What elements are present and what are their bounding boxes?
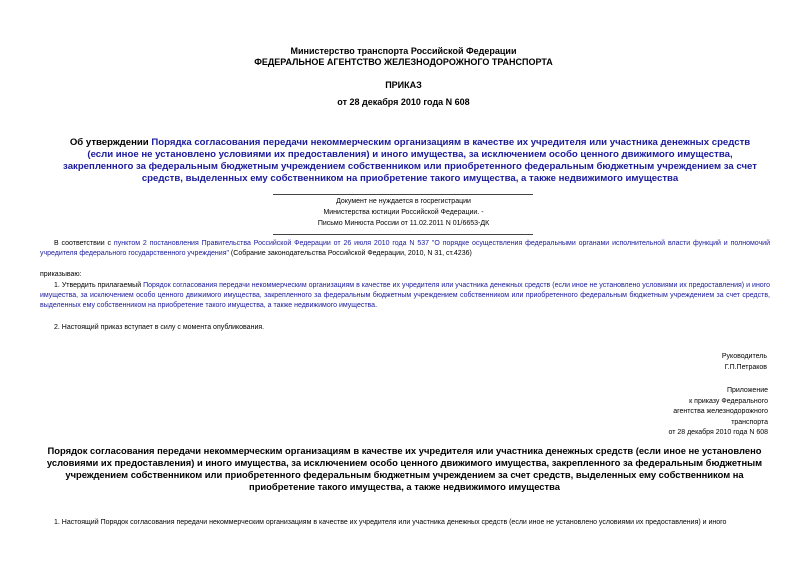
item1-prefix: 1. Утвердить прилагаемый <box>54 282 144 289</box>
appendix-block <box>600 386 768 439</box>
preamble-text-before: В соответствии с <box>54 240 114 247</box>
registration-note-line1: Документ не нуждается в госрегистрации <box>336 198 471 205</box>
appendix-line1: Приложение <box>726 387 768 394</box>
item1-suffix: . <box>375 302 378 309</box>
title-procedure-link[interactable]: Порядка согласования передачи некоммерческим организациям в качестве их учредителя или участника денежных средств (если иное не установлено условиями их предоставления) и иного имущества, за исключением особо ценного движимого имущества, закрепленного за федеральным бюджетным учреждением собственником или приобретенного федеральным бюджетным учреждением за счет средств, выделенных ему собственником на приобретение такого имущества, а также недвижимого имущества <box>63 137 757 184</box>
procedure-item1-text: 1. Настоящий Порядок согласования передачи некоммерческим организациям в качестве их учредителя или участника денежных средств (если иное не установлено условиями их предоставления) и иного <box>54 519 727 526</box>
order-word: приказываю: <box>40 271 82 278</box>
preamble-text-after: (Собрание законодательства Российской Федерации, 2010, N 31, ст.4236) <box>228 250 472 257</box>
divider-bottom <box>273 234 533 235</box>
preamble <box>40 239 770 259</box>
registration-note-line2: Министерства юстиции Российской Федерации. - <box>323 209 484 216</box>
procedure-item-1 <box>40 518 770 528</box>
appendix-line4: транспорта <box>731 418 768 426</box>
signature-name: Г.П.Петраков <box>724 363 767 371</box>
registration-note <box>0 196 807 229</box>
registration-note-line3: Письмо Минюста России от 11.02.2011 N 01/6653-ДК <box>317 220 490 227</box>
ministry-name: Министерство транспорта Российской Федерации <box>290 46 517 56</box>
order-date: от 28 декабря 2010 года N 608 <box>337 97 470 107</box>
preamble-resolution-link[interactable]: пунктом 2 постановления Правительства Российской Федерации от 26 июля 2010 года N 537 "О порядке осуществления федеральными органами исполнительной власти функций и полномочий учредителя федерального государственного учреждения" <box>40 240 770 257</box>
appendix-line5: от 28 декабря 2010 года N 608 <box>668 429 768 436</box>
item2-text: 2. Настоящий приказ вступает в силу с момента опубликования. <box>54 324 265 331</box>
appendix-line2: к приказу Федерального <box>689 397 768 405</box>
order-item-1 <box>40 281 770 311</box>
agency-name: ФЕДЕРАЛЬНОЕ АГЕНТСТВО ЖЕЛЕЗНОДОРОЖНОГО ТРАНСПОРТА <box>254 57 553 67</box>
signature-block <box>722 352 767 373</box>
signature-role: Руководитель <box>721 353 767 360</box>
title-prefix: Об утверждении <box>69 137 152 148</box>
divider-top <box>273 194 533 195</box>
document-title <box>60 137 760 185</box>
appendix-line3: агентства железнодорожного <box>673 408 768 415</box>
order-item-2 <box>40 323 770 333</box>
procedure-title: Порядок согласования передачи некоммерческим организациям в качестве их учредителя или участника денежных средств (если иное не установлено условиями их предоставления) и иного имущества, за исключением особо ценного движимого имущества, закрепленного за федеральным бюджетным учреждением собственником или приобретенного федеральным бюджетным учреждением за счет средств, выделенных ему собственником на приобретение такого имущества, а также недвижимого имущества <box>46 445 763 492</box>
item1-procedure-link[interactable]: Порядок согласования передачи некоммерческим организациям в качестве их учредителя или участника денежных средств (если иное не установлено условиями их предоставления) и иного имущества, за исключением особо ценного движимого имущества, закрепленного за федеральным бюджетным учреждением собственником или приобретенного федеральным бюджетным учреждением за счет средств, выделенных ему собственником на приобретение такого имущества, а также недвижимого имущества <box>40 282 770 309</box>
order-type: ПРИКАЗ <box>385 80 422 90</box>
document-header <box>0 46 807 68</box>
